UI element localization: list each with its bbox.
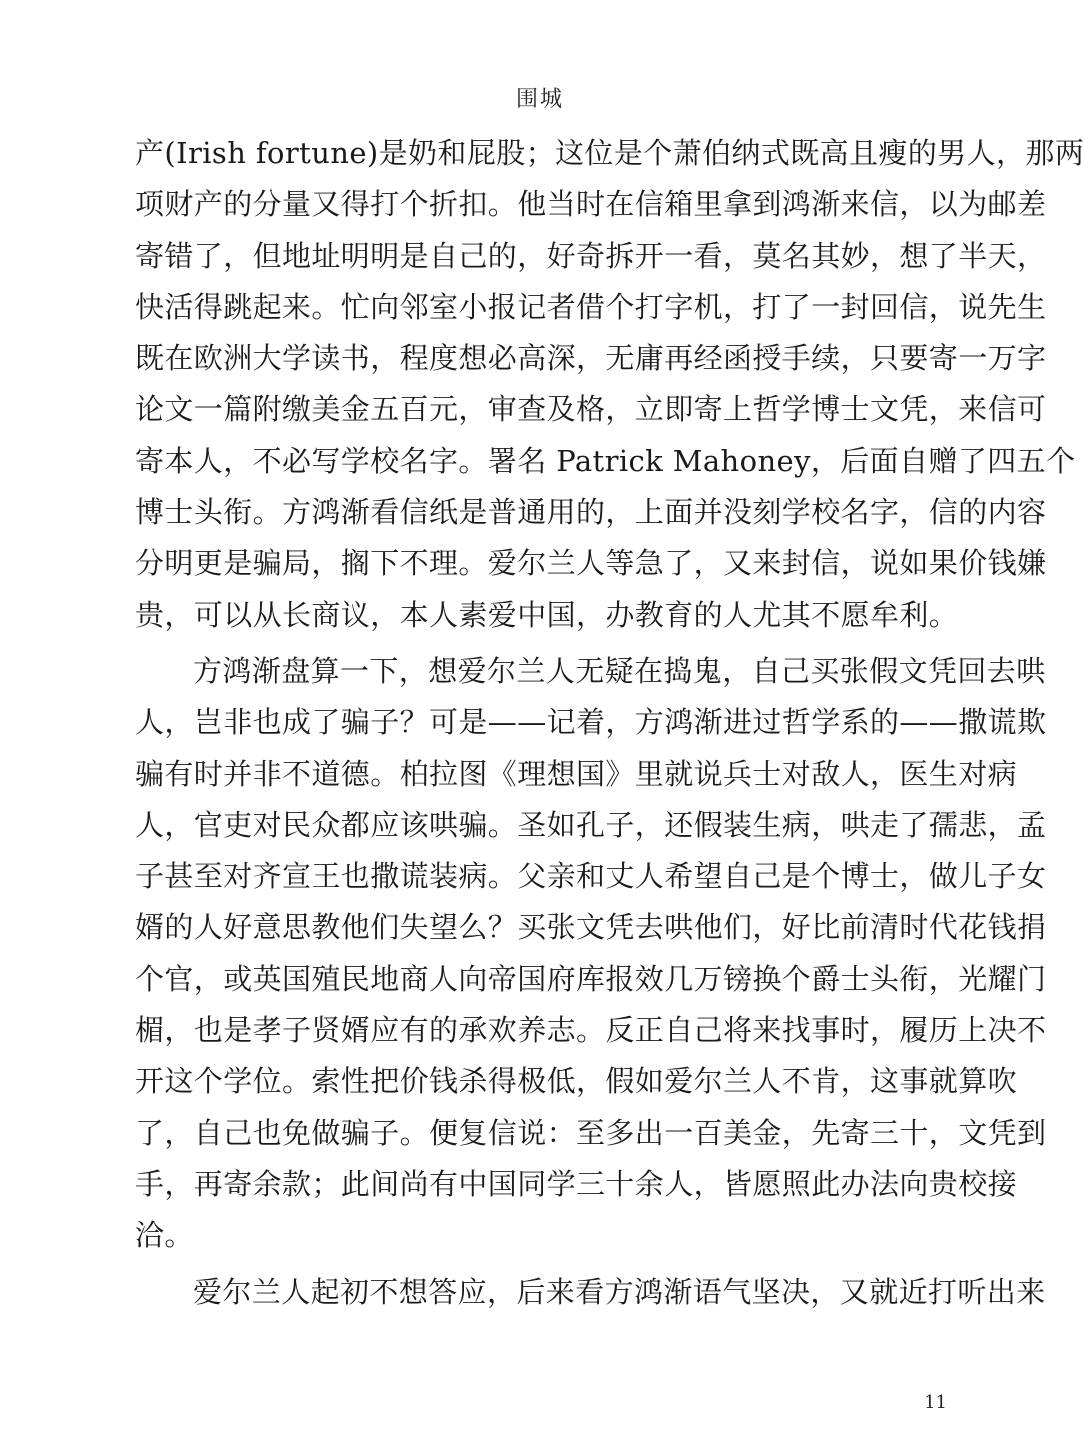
text-line: 快活得跳起来。忙向邻室小报记者借个打字机，打了一封回信，说先生 bbox=[135, 289, 1047, 324]
text-line: 骗有时并非不道德。柏拉图《理想国》里就说兵士对敌人，医生对病 bbox=[135, 756, 1018, 791]
body-text bbox=[135, 128, 1084, 1318]
text-line: 洽。 bbox=[135, 1218, 194, 1253]
text-line: 人，岂非也成了骗子？可是——记着，方鸿渐进过哲学系的——撒谎欺 bbox=[135, 705, 1047, 740]
running-header: 围城 bbox=[515, 87, 564, 112]
page-number: 11 bbox=[924, 1392, 947, 1413]
text-line: 个官，或英国殖民地商人向帝国府库报效几万镑换个爵士头衔，光耀门 bbox=[135, 961, 1047, 996]
text-line: 手，再寄余款；此间尚有中国同学三十余人，皆愿照此办法向贵校接 bbox=[135, 1166, 1018, 1201]
text-line: 博士头衔。方鸿渐看信纸是普通用的，上面并没刻学校名字，信的内容 bbox=[135, 495, 1047, 530]
text-line: 项财产的分量又得打个折扣。他当时在信箱里拿到鸿渐来信，以为邮差 bbox=[135, 187, 1047, 222]
text-line: 楣，也是孝子贤婿应有的承欢养志。反正自己将来找事时，履历上决不 bbox=[135, 1013, 1047, 1048]
text-line: 了，自己也免做骗子。便复信说：至多出一百美金，先寄三十，文凭到 bbox=[135, 1115, 1047, 1150]
paragraph-first-line: 方鸿渐盘算一下，想爱尔兰人无疑在捣鬼，自己买张假文凭回去哄 bbox=[193, 653, 1046, 688]
text-line: 寄本人，不必写学校名字。署名 Patrick Mahoney，后面自赠了四五个 bbox=[135, 443, 1076, 478]
text-line: 子甚至对齐宣王也撒谎装病。父亲和丈人希望自己是个博士，做儿子女 bbox=[135, 859, 1047, 894]
text-line: 寄错了，但地址明明是自己的，好奇拆开一看，莫名其妙，想了半天， bbox=[135, 238, 1047, 273]
text-line: 开这个学位。索性把价钱杀得极低，假如爱尔兰人不肯，这事就算吹 bbox=[135, 1064, 1018, 1099]
text-line: 论文一篇附缴美金五百元，审查及格，立即寄上哲学博士文凭，来信可 bbox=[135, 392, 1047, 427]
text-line: 婿的人好意思教他们失望么？买张文凭去哄他们，好比前清时代花钱捐 bbox=[135, 910, 1047, 945]
text-line: 分明更是骗局，搁下不理。爱尔兰人等急了，又来封信，说如果价钱嫌 bbox=[135, 546, 1047, 581]
text-line: 既在欧洲大学读书，程度想必高深，无庸再经函授手续，只要寄一万字 bbox=[135, 341, 1047, 376]
text-line: 人，官吏对民众都应该哄骗。圣如孔子，还假装生病，哄走了孺悲，孟 bbox=[135, 807, 1047, 842]
text-line: 贵，可以从长商议，本人素爱中国，办教育的人尤其不愿牟利。 bbox=[135, 597, 959, 632]
paragraph-first-line: 爱尔兰人起初不想答应，后来看方鸿渐语气坚决，又就近打听出来 bbox=[193, 1274, 1046, 1309]
text-line: 产(Irish fortune)是奶和屁股；这位是个萧伯纳式既高且瘦的男人，那两 bbox=[135, 136, 1084, 170]
